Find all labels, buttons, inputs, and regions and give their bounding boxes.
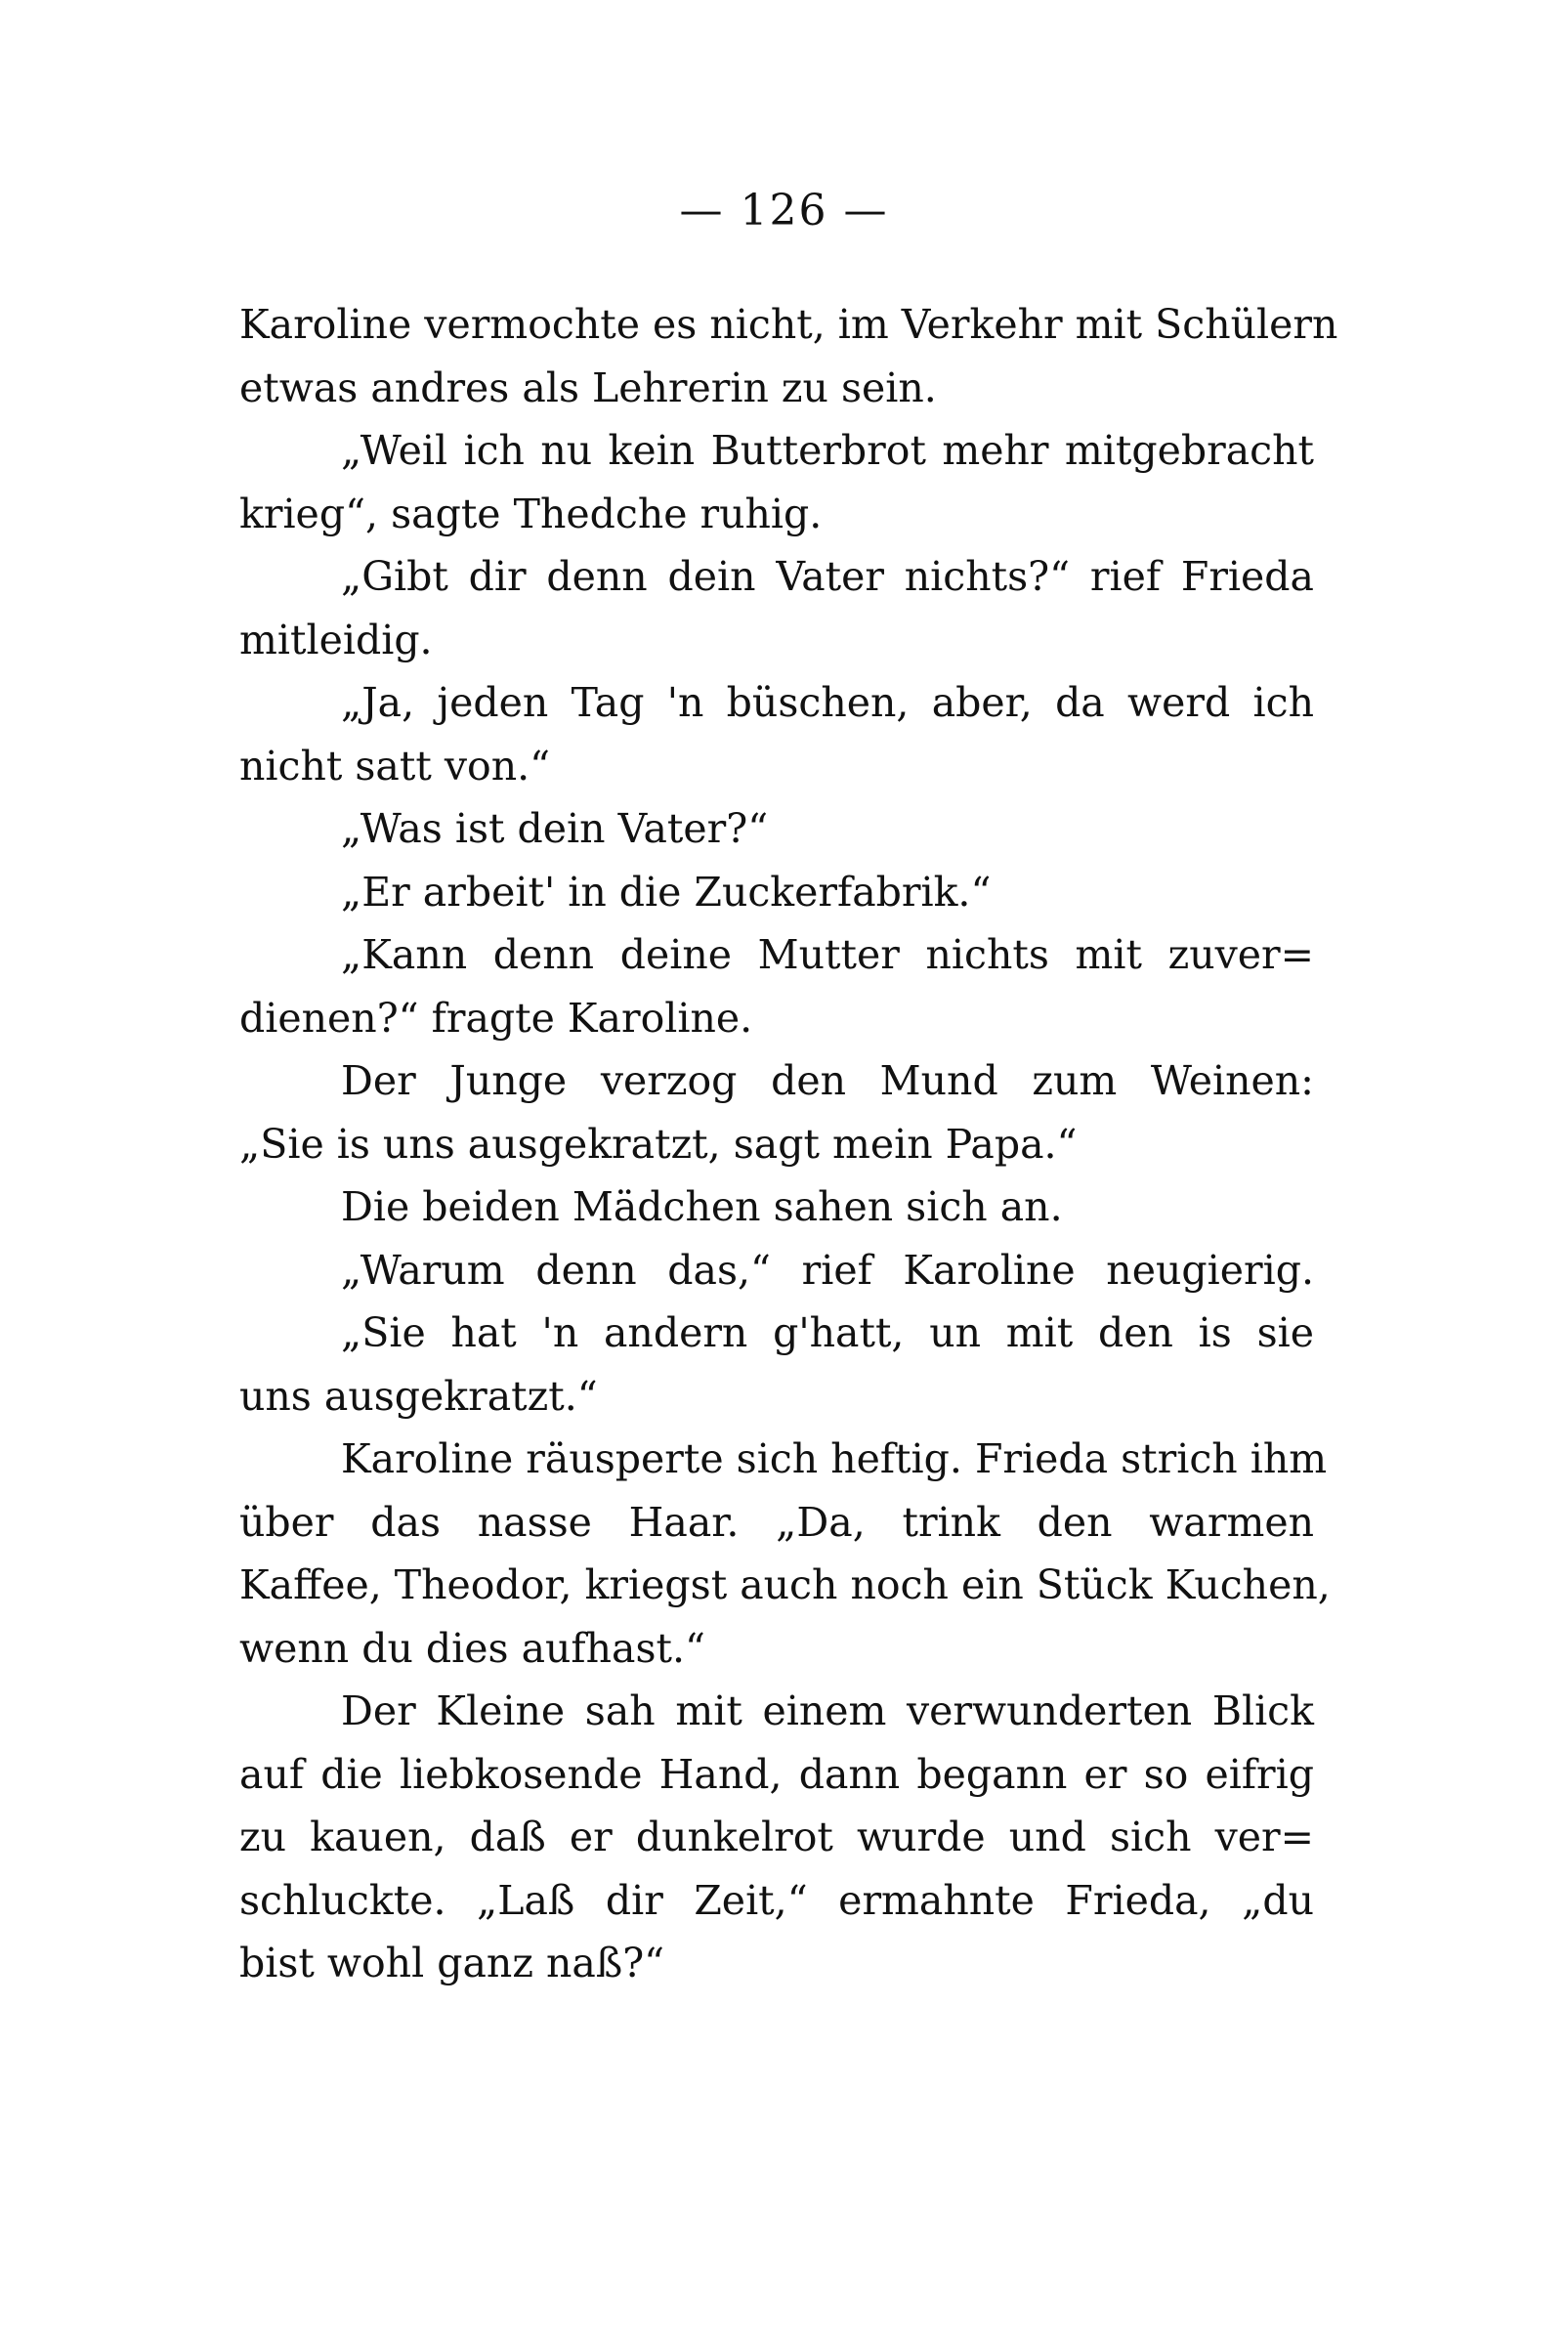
text-line: Die beiden Mädchen sahen sich an. [341,1183,1063,1230]
text-line: bist wohl ganz naß?“ [239,1940,665,1986]
text-line: wenn du dies aufhast.“ [239,1624,705,1672]
text-line: auf die liebkosende Hand, dann begann er so eifrig [239,1750,1314,1798]
text-line: „Sie hat 'n andern g'hatt, un mit den is sie [341,1309,1314,1356]
text-line: mitleidig. [239,616,433,663]
text-line: schluckte. „Laß dir Zeit,“ ermahnte Frieda, „du [239,1876,1314,1924]
text-line: Karoline vermochte es nicht, im Verkehr mit Schülern [239,301,1338,348]
text-line: „Kann denn deine Mutter nichts mit zuver= [341,931,1314,978]
text-line: Der Junge verzog den Mund zum Weinen: [341,1057,1314,1104]
text-line: krieg“, sagte Thedche ruhig. [239,490,823,537]
text-line: dienen?“ fragte Karoline. [239,994,753,1042]
text-line: nicht satt von.“ [239,742,551,790]
text-line: „Sie is uns ausgekratzt, sagt mein Papa.“ [239,1120,1078,1168]
text-line: Karoline räusperte sich heftig. Frieda strich ihm [341,1435,1328,1482]
text-line: Der Kleine sah mit einem verwunderten Blick [341,1687,1314,1734]
text-line: Kaffee, Theodor, kriegst auch noch ein Stück Kuchen, [239,1561,1331,1608]
text-line: „Weil ich nu kein Butterbrot mehr mitgebracht [341,427,1314,474]
page-number: — 126 — [679,186,889,235]
text-line: uns ausgekratzt.“ [239,1372,598,1420]
text-line: „Er arbeit' in die Zuckerfabrik.“ [341,868,992,916]
text-line: „Warum denn das,“ rief Karoline neugierig. [341,1246,1314,1294]
body-text [239,293,1338,1995]
text-line: „Ja, jeden Tag 'n büschen, aber, da werd ich [341,679,1314,726]
text-line: über das nasse Haar. „Da, trink den warmen [239,1498,1314,1546]
text-line: zu kauen, daß er dunkelrot wurde und sich ver= [239,1814,1314,1860]
text-line: „Gibt dir denn dein Vater nichts?“ rief Frieda [341,553,1314,600]
text-line: „Was ist dein Vater?“ [341,805,769,852]
text-line: etwas andres als Lehrerin zu sein. [239,363,937,411]
